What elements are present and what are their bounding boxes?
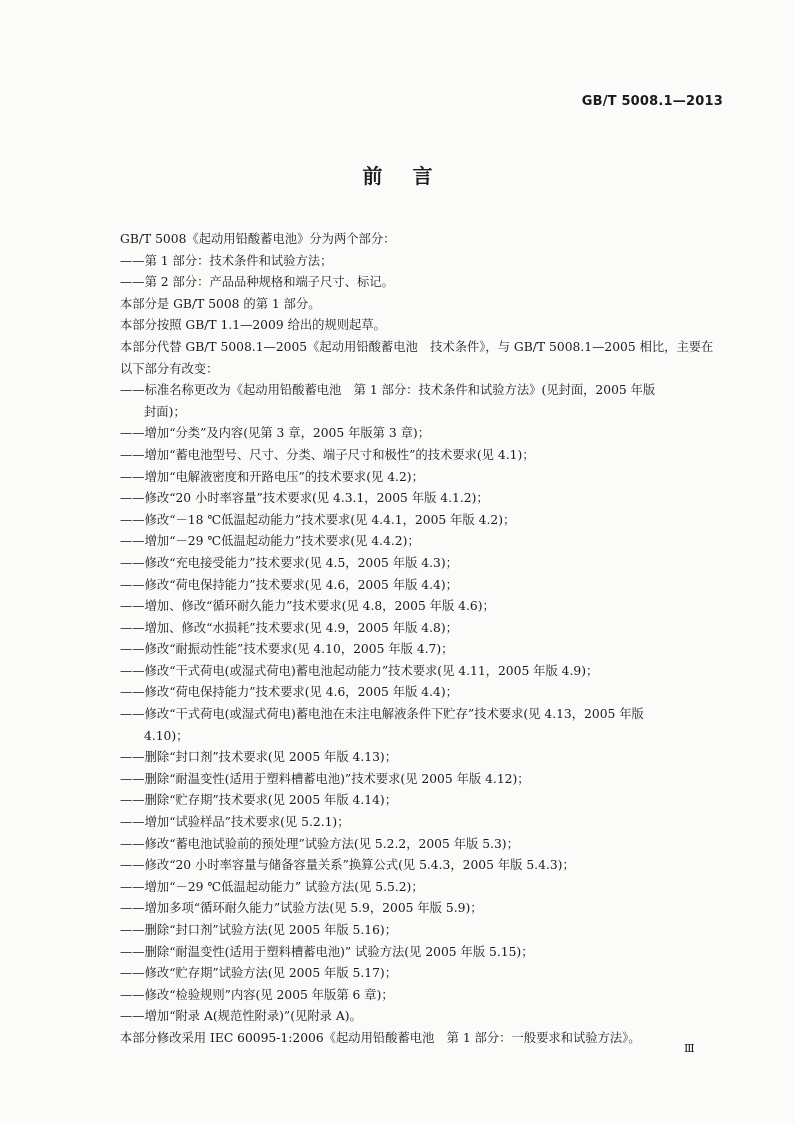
intro-line: GB/T 5008《起动用铅酸蓄电池》分为两个部分： bbox=[120, 232, 396, 246]
change-item bbox=[120, 747, 720, 769]
closing-statement: 本部分修改采用 IEC 60095-1:2006《起动用铅酸蓄电池 第 1 部分：一般要求和试验方法》。 bbox=[120, 1030, 641, 1045]
change-item bbox=[120, 1006, 720, 1028]
change-text: ——增加“蓄电池型号、尺寸、分类、端子尺寸和极性”的技术要求(见 4.1)； bbox=[120, 447, 535, 462]
change-item bbox=[120, 596, 720, 618]
change-item bbox=[120, 618, 720, 640]
change-text: ——增加“－29 ℃低温起动能力”技术要求(见 4.4.2)； bbox=[120, 534, 420, 549]
change-text: ——删除“贮存期”技术要求(见 2005 年版 4.14)； bbox=[120, 793, 398, 808]
change-item bbox=[120, 985, 720, 1007]
change-item bbox=[120, 661, 720, 683]
change-text: ——修改“干式荷电(或湿式荷电)蓄电池起动能力”技术要求(见 4.11，2005 年版 4.9)； bbox=[120, 663, 599, 678]
change-text: ——增加、修改“循环耐久能力”技术要求(见 4.8，2005 年版 4.6)； bbox=[120, 599, 495, 614]
change-text: ——修改“蓄电池试验前的预处理”试验方法(见 5.2.2，2005 年版 5.3)； bbox=[120, 836, 519, 851]
change-text: ——修改“20 小时率容量”技术要求(见 4.3.1，2005 年版 4.1.2)； bbox=[120, 491, 489, 506]
change-text: ——增加“试验样品”技术要求(见 5.2.1)； bbox=[120, 815, 350, 830]
change-item bbox=[120, 639, 720, 661]
change-text: ——增加“－29 ℃低温起动能力” 试验方法(见 5.5.2)； bbox=[120, 879, 424, 894]
change-item bbox=[120, 531, 720, 553]
intro-line: 本部分按照 GB/T 1.1—2009 给出的规则起草。 bbox=[120, 318, 386, 333]
change-item bbox=[120, 575, 720, 597]
replace-statement: 本部分代替 GB/T 5008.1—2005《起动用铅酸蓄电池 技术条件》，与 GB/T 5008.1—2005 相比，主要在以下部分有改变： bbox=[120, 339, 714, 376]
change-text: ——修改“20 小时率容量与储备容量关系”换算公式(见 5.4.3，2005 年版 5.4.3)； bbox=[120, 858, 575, 873]
change-item bbox=[120, 445, 720, 467]
intro-line: ——第 2 部分：产品品种规格和端子尺寸、标记。 bbox=[120, 275, 394, 290]
change-text: ——修改“干式荷电(或湿式荷电)蓄电池在未注电解液条件下贮存”技术要求(见 4.13，2005 年版 bbox=[120, 707, 644, 722]
page-number: Ⅲ bbox=[684, 1042, 695, 1055]
change-item bbox=[120, 834, 720, 856]
intro-line: ——第 1 部分：技术条件和试验方法； bbox=[120, 253, 333, 268]
change-text: ——删除“耐温变性(适用于塑料槽蓄电池)” 试验方法(见 2005 年版 5.15)； bbox=[120, 944, 534, 959]
change-item bbox=[120, 769, 720, 791]
change-text: ——标准名称更改为《起动用铅酸蓄电池 第 1 部分：技术条件和试验方法》(见封面，2005 年版 bbox=[120, 383, 656, 398]
change-text: ——修改“贮存期”试验方法(见 2005 年版 5.17)； bbox=[120, 966, 398, 981]
change-text: ——删除“封口剂”技术要求(见 2005 年版 4.13)； bbox=[120, 750, 398, 765]
change-text: ——增加多项“循环耐久能力”试验方法(见 5.9，2005 年版 5.9)； bbox=[120, 901, 483, 916]
change-text-continuation: 封面)； bbox=[144, 404, 186, 419]
foreword-body bbox=[120, 229, 720, 1050]
change-text: ——删除“封口剂”试验方法(见 2005 年版 5.16)； bbox=[120, 923, 398, 937]
change-text: ——增加、修改“水损耗”技术要求(见 4.9，2005 年版 4.8)； bbox=[120, 620, 458, 635]
change-text: ——删除“耐温变性(适用于塑料槽蓄电池)”技术要求(见 2005 年版 4.12)； bbox=[120, 771, 530, 786]
change-text: ——修改“荷电保持能力”技术要求(见 4.6，2005 年版 4.4)； bbox=[120, 685, 458, 700]
change-item bbox=[120, 510, 720, 532]
change-item bbox=[120, 877, 720, 899]
standard-number: GB/T 5008.1—2013 bbox=[581, 94, 723, 109]
change-item bbox=[120, 423, 720, 445]
change-text: ——增加“附录 A(规范性附录)”(见附录 A)。 bbox=[120, 1009, 362, 1024]
change-item bbox=[120, 790, 720, 812]
change-text: ——修改“耐振动性能”技术要求(见 4.10，2005 年版 4.7)； bbox=[120, 642, 454, 657]
change-text: ——修改“检验规则”内容(见 2005 年版第 6 章)； bbox=[120, 987, 394, 1002]
change-text: ——增加“分类”及内容(见第 3 章，2005 年版第 3 章)； bbox=[120, 426, 430, 441]
change-text: ——修改“充电接受能力”技术要求(见 4.5，2005 年版 4.3)； bbox=[120, 555, 458, 570]
change-item bbox=[120, 704, 720, 747]
change-text-continuation: 4.10)； bbox=[144, 728, 189, 743]
changes-list bbox=[120, 380, 720, 1028]
change-item bbox=[120, 553, 720, 575]
change-item bbox=[120, 812, 720, 834]
change-text: ——增加“电解液密度和开路电压”的技术要求(见 4.2)； bbox=[120, 469, 424, 484]
change-item bbox=[120, 920, 720, 942]
change-item bbox=[120, 380, 720, 423]
change-item bbox=[120, 855, 720, 877]
change-item bbox=[120, 963, 720, 985]
change-text: ——修改“荷电保持能力”技术要求(见 4.6，2005 年版 4.4)； bbox=[120, 577, 458, 592]
change-item bbox=[120, 467, 720, 489]
change-item bbox=[120, 488, 720, 510]
change-item bbox=[120, 682, 720, 704]
intro-line: 本部分是 GB/T 5008 的第 1 部分。 bbox=[120, 296, 321, 311]
change-item bbox=[120, 898, 720, 920]
change-item bbox=[120, 942, 720, 964]
page-title: 前言 bbox=[362, 164, 463, 188]
change-text: ——修改“－18 ℃低温起动能力”技术要求(见 4.4.1，2005 年版 4.2)； bbox=[120, 512, 516, 527]
